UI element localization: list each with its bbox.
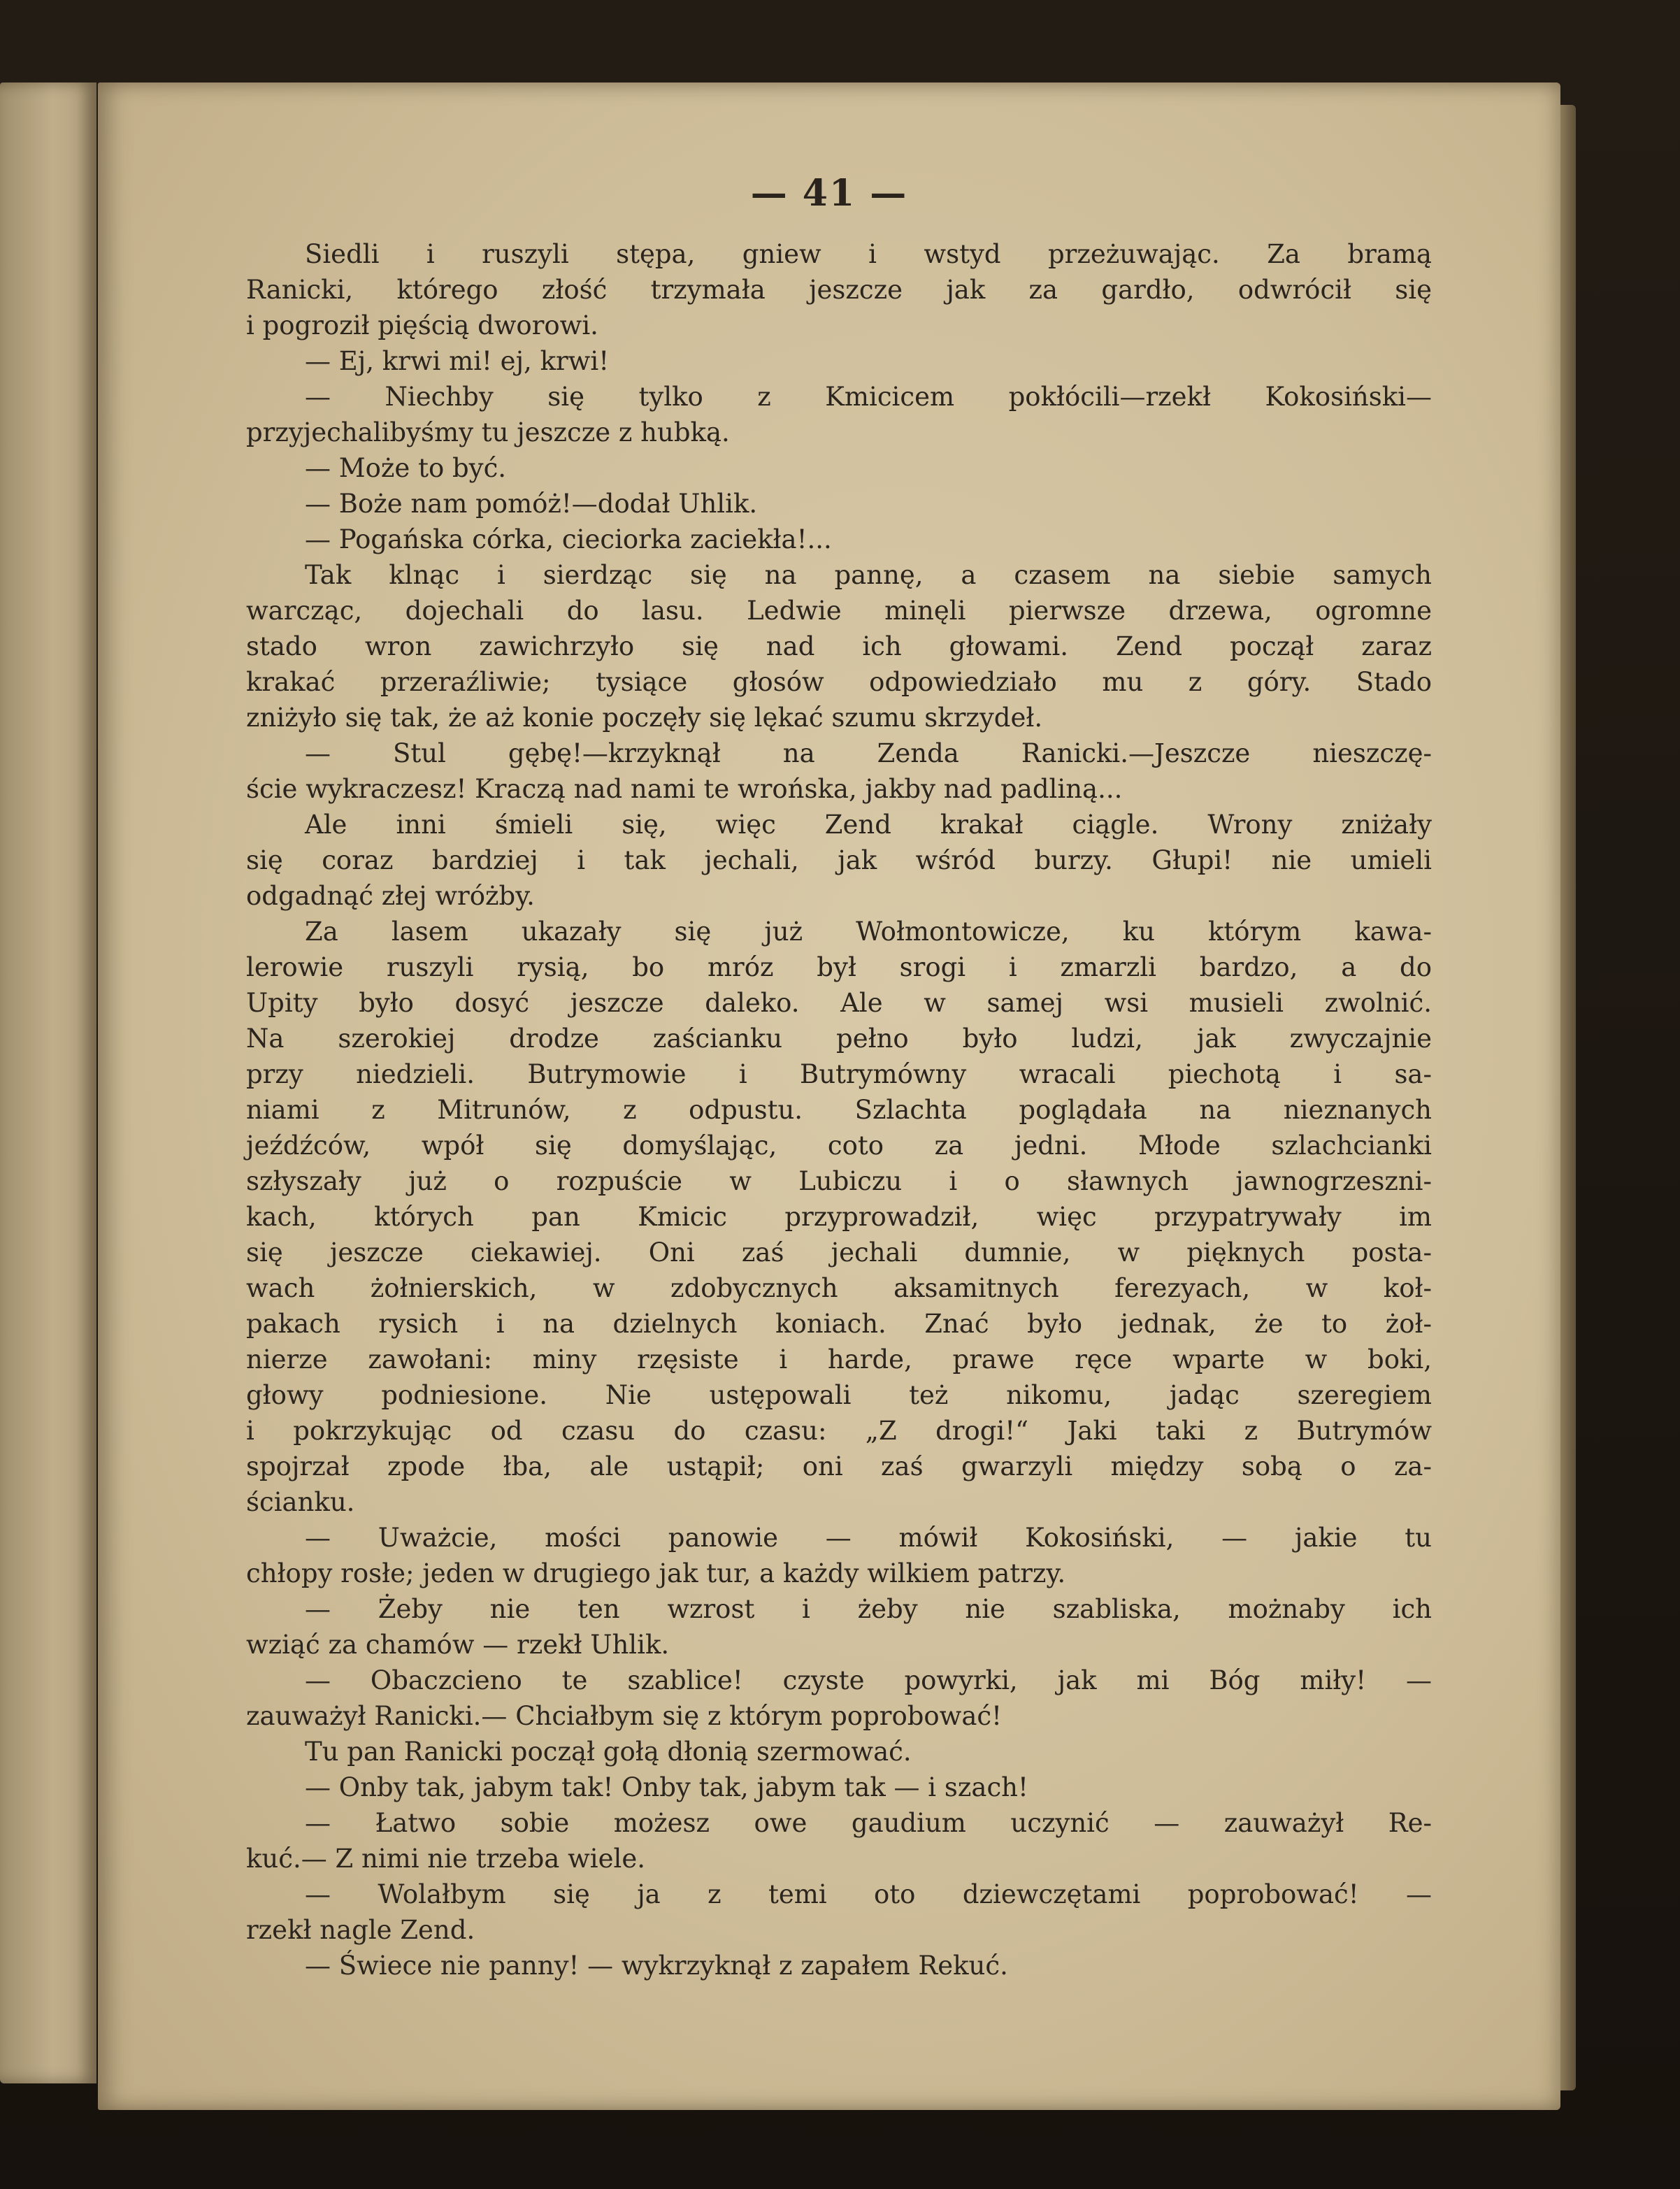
text-line: jeźdźców, wpół się domyślając, coto za jedni. Młode szlachcianki	[246, 1131, 1432, 1161]
text-line: nierze zawołani: miny rzęsiste i harde, prawe ręce wparte w boki,	[246, 1344, 1432, 1375]
text-line: — Niechby się tylko z Kmicicem pokłócili—rzekł Kokosiński—	[305, 382, 1432, 412]
text-line: głowy podniesione. Nie ustępowali też nikomu, jadąc szeregiem	[246, 1380, 1432, 1410]
text-line: zniżyło się tak, że aż konie poczęły się lękać szumu skrzydeł.	[246, 703, 1043, 733]
text-line: się coraz bardziej i tak jechali, jak wśród burzy. Głupi! nie umieli	[246, 845, 1432, 875]
text-line: chłopy rosłe; jeden w drugiego jak tur, a każdy wilkiem patrzy.	[246, 1558, 1066, 1588]
text-line: przyjechalibyśmy tu jeszcze z hubką.	[246, 417, 730, 447]
text-line: Ranicki, którego złość trzymała jeszcze jak za gardło, odwrócił się	[246, 275, 1432, 305]
text-line: ścianku.	[246, 1487, 355, 1517]
text-line: przy niedzieli. Butrymowie i Butrymówny wracali piechotą i sa-	[246, 1059, 1432, 1089]
text-line: — Pogańska córka, cieciorka zaciekła!...	[305, 524, 832, 554]
text-line: — Wolałbym się ja z temi oto dziewczętami poprobować! —	[305, 1879, 1432, 1909]
text-line: i pokrzykując od czasu do czasu: „Z drogi!“ Jaki taki z Butrymów	[246, 1416, 1432, 1446]
text-line: — Łatwo sobie możesz owe gaudium uczynić — zauważył Re-	[305, 1808, 1432, 1838]
text-line: zauważył Ranicki.— Chciałbym się z którym poprobować!	[246, 1701, 1003, 1731]
text-line: kach, których pan Kmicic przyprowadził, więc przypatrywały im	[246, 1202, 1432, 1232]
text-line: Na szerokiej drodze zaścianku pełno było ludzi, jak zwyczajnie	[246, 1024, 1432, 1054]
page-number: — 41 —	[750, 172, 908, 215]
text-line: lerowie ruszyli rysią, bo mróz był srogi i zmarzli bardzo, a do	[246, 952, 1432, 982]
text-line: — Onby tak, jabym tak! Onby tak, jabym tak — i szach!	[305, 1772, 1028, 1802]
text-line: pakach rysich i na dzielnych koniach. Znać było jednak, że to żoł-	[246, 1309, 1432, 1339]
text-line: Tu pan Ranicki począł gołą dłonią szermować.	[305, 1737, 912, 1767]
text-line: — Świece nie panny! — wykrzyknął z zapałem Rekuć.	[305, 1951, 1008, 1981]
text-line: rzekł nagle Zend.	[246, 1915, 475, 1945]
text-line: wziąć za chamów — rzekł Uhlik.	[246, 1630, 670, 1660]
text-line: stado wron zawichrzyło się nad ich głowami. Zend począł zaraz	[246, 631, 1432, 661]
text-line: kuć.— Z nimi nie trzeba wiele.	[246, 1844, 645, 1874]
book-page	[98, 82, 1560, 2110]
text-line: Siedli i ruszyli stępa, gniew i wstyd przeżuwając. Za bramą	[305, 239, 1432, 269]
text-line: spojrzał zpode łba, ale ustąpił; oni zaś gwarzyli między sobą o za-	[246, 1451, 1432, 1481]
text-line: — Boże nam pomóż!—dodał Uhlik.	[305, 489, 758, 519]
text-line: odgadnąć złej wróżby.	[246, 881, 535, 911]
left-page-edge	[0, 82, 96, 2083]
text-line: Upity było dosyć jeszcze daleko. Ale w samej wsi musieli zwolnić.	[246, 988, 1432, 1018]
text-line: szłyszały już o rozpuście w Lubiczu i o sławnych jawnogrzeszni-	[246, 1166, 1432, 1196]
text-line: Tak klnąc i sierdząc się na pannę, a czasem na siebie samych	[305, 560, 1432, 590]
body-text	[246, 236, 1432, 1983]
text-line: Za lasem ukazały się już Wołmontowicze, ku którym kawa-	[305, 917, 1432, 947]
text-line: się jeszcze ciekawiej. Oni zaś jechali dumnie, w pięknych posta-	[246, 1237, 1432, 1268]
text-line: — Ej, krwi mi! ej, krwi!	[305, 346, 610, 376]
text-line: i pogroził pięścią dworowi.	[246, 310, 598, 340]
text-line: — Może to być.	[305, 453, 507, 483]
text-line: — Stul gębę!—krzyknął na Zenda Ranicki.—Jeszcze nieszczę-	[305, 738, 1432, 768]
text-line: Ale inni śmieli się, więc Zend krakał ciągle. Wrony zniżały	[305, 810, 1432, 840]
page-stack-edge	[1560, 105, 1576, 2090]
text-line: wach żołnierskich, w zdobycznych aksamitnych ferezyach, w koł-	[246, 1273, 1432, 1303]
text-line: — Uważcie, mości panowie — mówił Kokosiński, — jakie tu	[305, 1523, 1432, 1553]
text-line: niami z Mitrunów, z odpustu. Szlachta poglądała na nieznanych	[246, 1095, 1432, 1125]
text-line: — Żeby nie ten wzrost i żeby nie szabliska, możnaby ich	[305, 1594, 1432, 1624]
text-line: ście wykraczesz! Kraczą nad nami te wrońska, jakby nad padliną...	[246, 774, 1123, 804]
text-line: krakać przeraźliwie; tysiące głosów odpowiedziało mu z góry. Stado	[246, 667, 1432, 697]
text-line: — Obaczcieno te szablice! czyste powyrki, jak mi Bóg miły! —	[305, 1665, 1432, 1695]
text-line: warcząc, dojechali do lasu. Ledwie minęli pierwsze drzewa, ogromne	[246, 596, 1432, 626]
